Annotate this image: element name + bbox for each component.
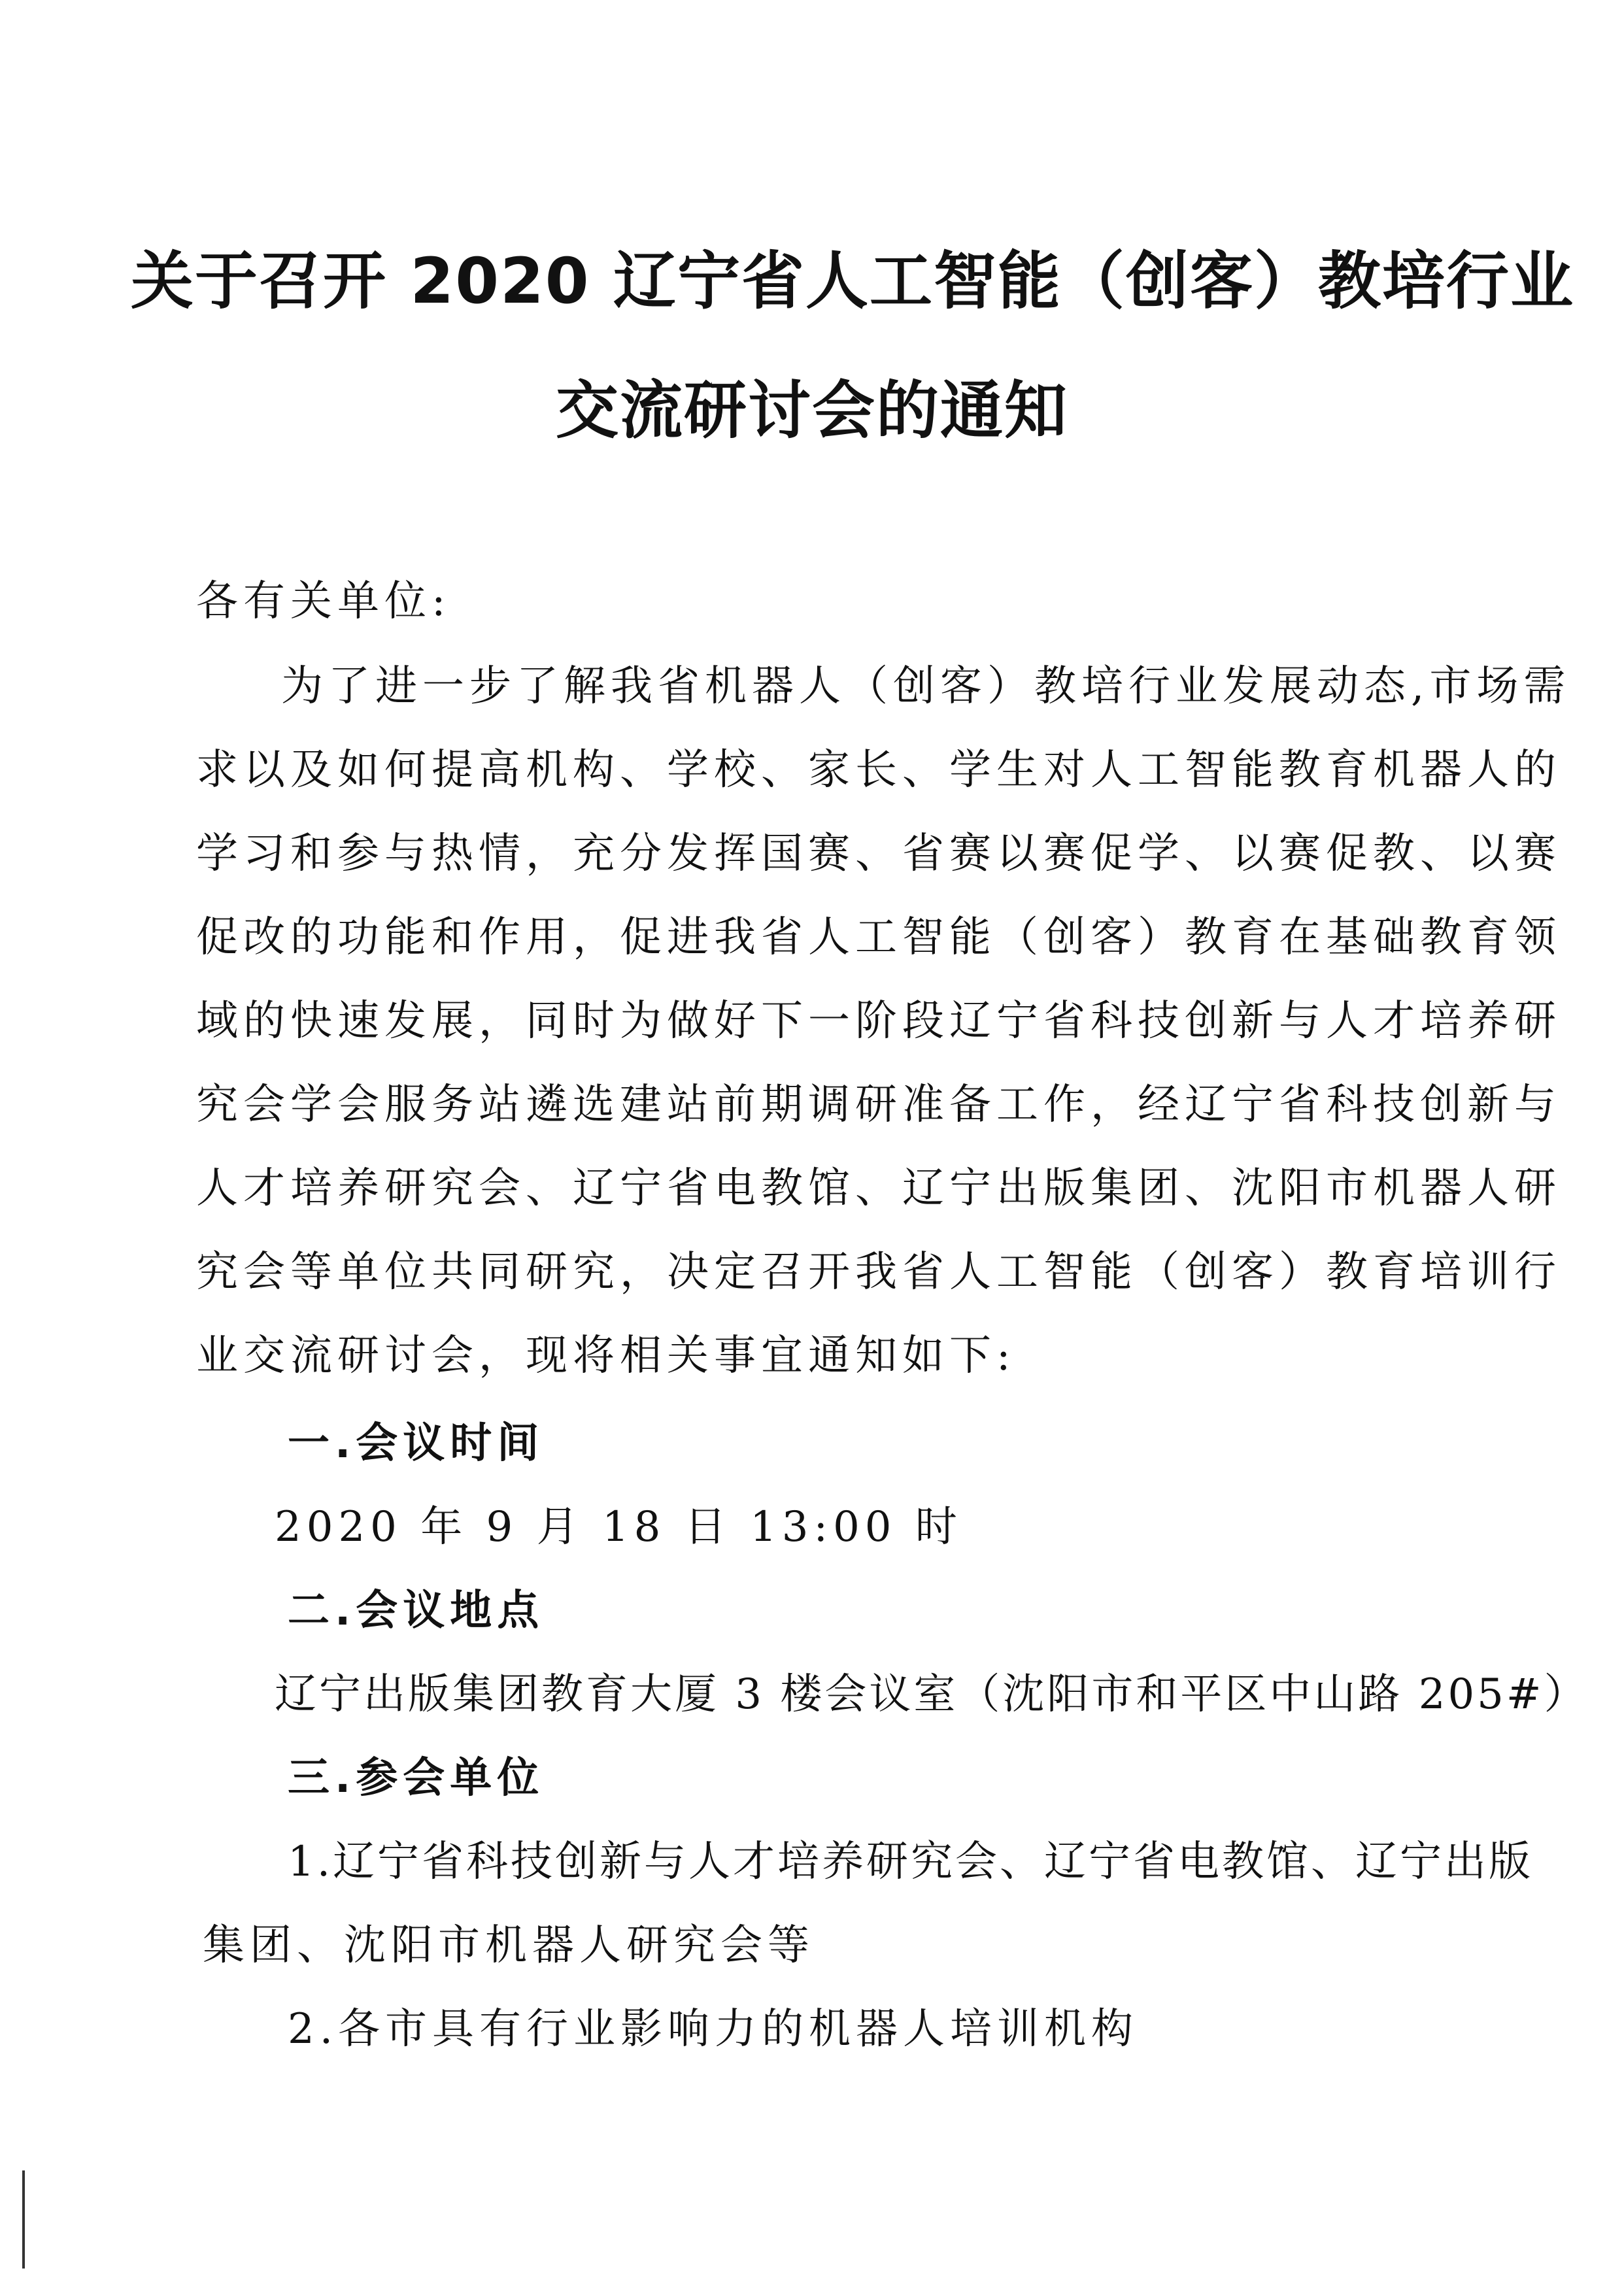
section-3-item-2: 2.各市具有行业影响力的机器人培训机构 (288, 2005, 1139, 2053)
body-line-5: 域的快速发展，同时为做好下一阶段辽宁省科技创新与人才培养研 (196, 997, 1561, 1045)
section-1-heading: 一.会议时间 (288, 1419, 545, 1468)
document-title-line-1: 关于召开 2020 辽宁省人工智能（创客）教培行业 (131, 245, 1575, 318)
salutation: 各有关单位: (196, 577, 451, 626)
section-1-text: 2020 年 9 月 18 日 13:00 时 (275, 1503, 962, 1551)
body-line-7: 人才培养研究会、辽宁省电教馆、辽宁出版集团、沈阳市机器人研 (196, 1164, 1561, 1213)
scan-edge-mark (22, 2170, 25, 2269)
section-2-heading: 二.会议地点 (288, 1587, 545, 1635)
body-line-9: 业交流研讨会，现将相关事宜通知如下: (196, 1332, 1016, 1380)
body-line-4: 促改的功能和作用，促进我省人工智能（创客）教育在基础教育领 (196, 913, 1561, 962)
section-3-heading: 三.参会单位 (288, 1754, 545, 1802)
body-line-8: 究会等单位共同研究，决定召开我省人工智能（创客）教育培训行 (196, 1248, 1561, 1296)
section-3-item-1-line-1: 1.辽宁省科技创新与人才培养研究会、辽宁省电教馆、辽宁出版 (288, 1838, 1534, 1886)
body-line-6: 究会学会服务站遴选建站前期调研准备工作，经辽宁省科技创新与 (196, 1081, 1561, 1129)
section-3-item-1-line-2: 集团、沈阳市机器人研究会等 (203, 1921, 815, 1970)
body-line-1: 为了进一步了解我省机器人（创客）教培行业发展动态,市场需 (281, 662, 1571, 711)
body-line-2: 求以及如何提高机构、学校、家长、学生对人工智能教育机器人的 (196, 746, 1561, 794)
document-title-line-2: 交流研讨会的通知 (556, 374, 1068, 447)
section-2-text: 辽宁出版集团教育大厦 3 楼会议室（沈阳市和平区中山路 205#） (275, 1670, 1589, 1719)
body-line-3: 学习和参与热情，充分发挥国赛、省赛以赛促学、以赛促教、以赛 (196, 830, 1561, 878)
